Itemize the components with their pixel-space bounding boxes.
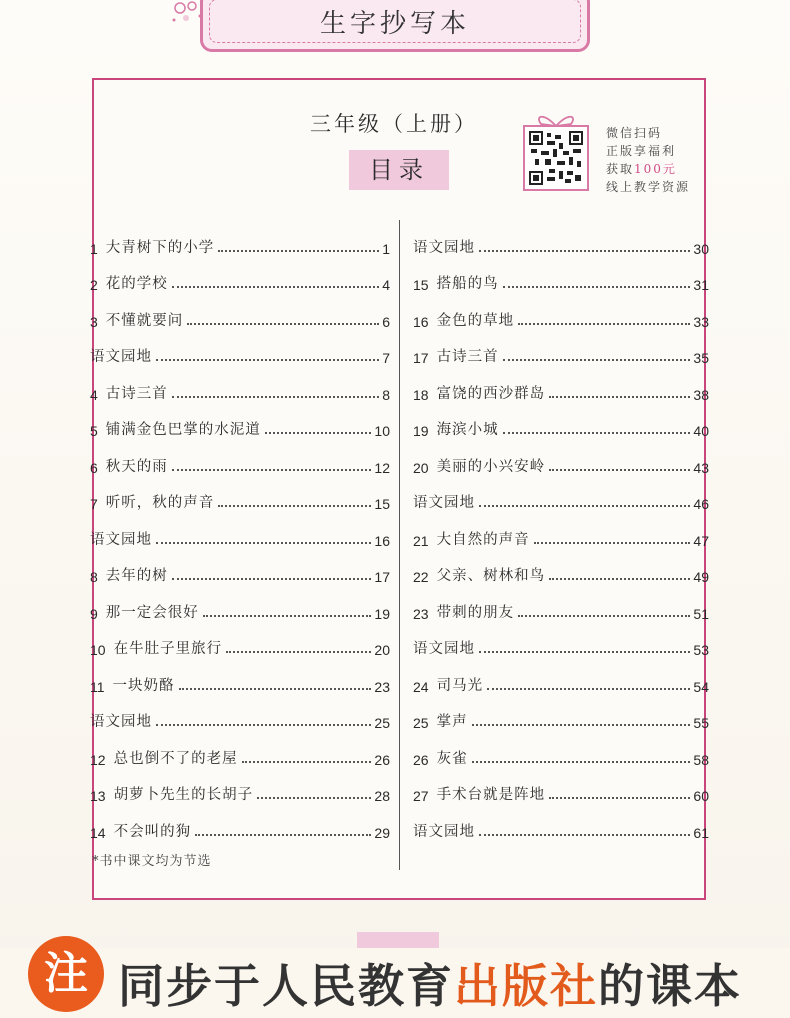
- toc-leader-dots: [549, 577, 690, 580]
- toc-leader-dots: [518, 614, 690, 617]
- toc-entry-number: 21: [413, 532, 429, 549]
- toc-leader-dots: [172, 468, 372, 471]
- toc-right-column: [413, 220, 709, 841]
- toc-left-column: [90, 220, 390, 841]
- toc-leader-dots: [479, 650, 690, 653]
- toc-entry[interactable]: [90, 330, 390, 367]
- toc-entry-page: 30: [693, 240, 709, 257]
- toc-leader-dots: [257, 796, 371, 799]
- toc-entry-label: 灰雀: [436, 750, 468, 767]
- toc-leader-dots: [479, 249, 690, 252]
- note-badge: 注: [28, 936, 104, 1012]
- toc-entry[interactable]: [90, 804, 390, 841]
- toc-leader-dots: [156, 541, 371, 544]
- toc-entry[interactable]: [90, 622, 390, 659]
- toc-leader-dots: [179, 687, 372, 690]
- note-text: [118, 950, 742, 1016]
- toc-entry[interactable]: [90, 658, 390, 695]
- toc-entry[interactable]: [90, 403, 390, 440]
- toc-entry-page: 26: [374, 751, 390, 768]
- toc-entry-page: 31: [693, 277, 709, 293]
- toc-entry-page: 40: [693, 423, 709, 439]
- toc-entry-number: 1: [90, 240, 98, 257]
- toc-entry-number: 9: [90, 605, 98, 622]
- toc-entry[interactable]: [413, 804, 709, 841]
- title-banner: [200, 0, 590, 52]
- toc-entry-page: 20: [374, 642, 390, 658]
- toc-entry-label: 大青树下的小学: [105, 239, 215, 256]
- toc-leader-dots: [479, 504, 690, 507]
- toc-entry-page: 15: [374, 496, 390, 512]
- toc-entry-number: 7: [90, 496, 98, 512]
- toc-entry[interactable]: [90, 476, 390, 513]
- toc-entry-number: 20: [413, 459, 429, 476]
- toc-leader-dots: [187, 322, 379, 325]
- toc-leader-dots: [534, 541, 691, 544]
- toc-entry-page: 33: [693, 313, 709, 330]
- toc-entry-label: 父亲、树林和鸟: [436, 568, 546, 584]
- toc-leader-dots: [265, 431, 372, 434]
- toc-entry-page: 19: [374, 605, 390, 622]
- toc-leader-dots: [226, 650, 371, 653]
- toc-entry-number: 4: [90, 386, 98, 403]
- toc-leader-dots: [203, 614, 372, 617]
- toc-entry[interactable]: [90, 768, 390, 805]
- toc-entry-page: 55: [693, 715, 709, 731]
- toc-entry-number: 12: [90, 751, 106, 768]
- toc-entry-number: 16: [413, 313, 429, 330]
- toc-entry-page: 8: [382, 386, 390, 403]
- toc-entry[interactable]: [413, 330, 709, 367]
- toc-entry-page: 7: [382, 350, 390, 366]
- note-text-c: 的课本: [598, 959, 742, 1013]
- toc-entry[interactable]: [90, 695, 390, 732]
- toc-entry-number: 3: [90, 313, 98, 330]
- toc-leader-dots: [472, 723, 691, 726]
- toc-entry[interactable]: [413, 512, 709, 549]
- toc-entry-page: 17: [374, 569, 390, 585]
- toc-entry[interactable]: [413, 549, 709, 586]
- toc-entry[interactable]: [90, 439, 390, 476]
- toc-entry[interactable]: [413, 439, 709, 476]
- toc-entry-label: 那一定会很好: [105, 604, 199, 621]
- toc-entry-label: 铺满金色巴掌的水泥道: [105, 422, 261, 438]
- toc-entry-number: 26: [413, 751, 429, 768]
- toc-entry-label: 带刺的朋友: [436, 604, 515, 621]
- toc-entry-page: 12: [374, 459, 390, 476]
- toc-entry-page: 61: [693, 824, 709, 841]
- toc-leader-dots: [549, 395, 690, 398]
- toc-entry-label: 不懂就要问: [105, 312, 184, 329]
- toc-entry-label: 美丽的小兴安岭: [436, 458, 546, 475]
- toc-entry[interactable]: [413, 366, 709, 403]
- toc-entry[interactable]: [90, 549, 390, 586]
- toc-leader-dots: [156, 358, 379, 361]
- toc-entry-label: 语文园地: [413, 495, 475, 511]
- toc-entry-label: 不会叫的狗: [113, 823, 192, 840]
- toc-entry-label: 海滨小城: [436, 422, 499, 438]
- toc-leader-dots: [218, 504, 371, 507]
- toc-entry-label: 司马光: [436, 677, 484, 694]
- toc-entry-number: 22: [413, 569, 429, 585]
- toc-entry-page: 46: [693, 496, 709, 512]
- toc-entry[interactable]: [413, 257, 709, 294]
- toc-entry-page: 43: [693, 459, 709, 476]
- toc-entry-page: 60: [693, 788, 709, 804]
- toc-entry-number: 8: [90, 569, 98, 585]
- qr-promo-text: [606, 124, 690, 196]
- toc-entry-page: 25: [374, 715, 390, 731]
- toc-entry-label: 金色的草地: [436, 312, 515, 329]
- toc-entry[interactable]: [413, 585, 709, 622]
- toc-entry-number: 2: [90, 277, 98, 293]
- toc-entry[interactable]: [90, 257, 390, 294]
- toc-entry-page: 1: [382, 240, 390, 257]
- toc-entry-label: 古诗三首: [436, 349, 499, 365]
- toc-leader-dots: [503, 431, 691, 434]
- toc-entry-page: 38: [693, 386, 709, 403]
- toc-entry[interactable]: [413, 695, 709, 732]
- toc-entry-number: 14: [90, 824, 106, 841]
- toc-leader-dots: [195, 833, 371, 836]
- toc-entry[interactable]: [413, 658, 709, 695]
- toc-entry-label: 搭船的鸟: [436, 276, 499, 292]
- toc-entry-page: 10: [374, 423, 390, 439]
- toc-entry[interactable]: [413, 731, 709, 768]
- toc-entry[interactable]: [413, 220, 709, 257]
- toc-entry-number: 6: [90, 459, 98, 476]
- toc-entry[interactable]: [90, 512, 390, 549]
- toc-entry-page: 49: [693, 569, 709, 585]
- toc-entry-label: 秋天的雨: [105, 458, 168, 475]
- toc-leader-dots: [172, 285, 379, 288]
- toc-leader-dots: [518, 322, 690, 325]
- toc-entry[interactable]: [90, 293, 390, 330]
- toc-entry-page: 16: [374, 532, 390, 549]
- grade-label: 三年级（上册）: [310, 112, 478, 136]
- toc-entry-page: 6: [382, 313, 390, 330]
- toc-leader-dots: [172, 577, 372, 580]
- toc-entry[interactable]: [90, 731, 390, 768]
- toc-entry-number: 27: [413, 788, 429, 804]
- toc-entry-label: 总也倒不了的老屋: [113, 750, 238, 767]
- toc-leader-dots: [479, 833, 690, 836]
- toc-entry[interactable]: [90, 366, 390, 403]
- toc-entry-page: 23: [374, 678, 390, 695]
- toc-entry-number: 11: [90, 678, 105, 695]
- toc-entry-label: 听听，秋的声音: [105, 495, 215, 511]
- toc-entry-label: 一块奶酪: [112, 677, 175, 694]
- toc-entry-label: 语文园地: [413, 239, 475, 256]
- toc-entry-number: 10: [90, 642, 106, 658]
- banner-title: 生字抄写本: [319, 9, 470, 39]
- toc-entry-label: 古诗三首: [105, 385, 168, 402]
- toc-entry-label: 语文园地: [90, 714, 152, 730]
- toc-entry[interactable]: [413, 768, 709, 805]
- toc-entry-number: 19: [413, 423, 429, 439]
- toc-entry[interactable]: [413, 476, 709, 513]
- toc-entry-page: 47: [693, 532, 709, 549]
- qr-line-4: 线上教学资源: [606, 180, 691, 194]
- toc-entry-page: 58: [693, 751, 709, 768]
- footnote: *书中课文均为节选: [92, 854, 212, 869]
- qr-line-3-a: 获取: [606, 162, 635, 176]
- toc-entry-label: 花的学校: [105, 276, 168, 292]
- toc-entry-label: 大自然的声音: [436, 531, 530, 548]
- toc-leader-dots: [503, 285, 691, 288]
- qr-line-1: 微信扫码: [606, 126, 663, 140]
- toc-entry[interactable]: [90, 585, 390, 622]
- toc-leader-dots: [549, 796, 690, 799]
- toc-entry-label: 在牛肚子里旅行: [113, 641, 223, 657]
- toc-entry-page: 35: [693, 350, 709, 366]
- toc-entry-page: 54: [693, 678, 709, 695]
- toc-entry-page: 4: [382, 277, 390, 293]
- toc-entry-number: 5: [90, 423, 98, 439]
- toc-leader-dots: [242, 760, 372, 763]
- toc-leader-dots: [503, 358, 691, 361]
- note-text-b: 出版社: [454, 959, 598, 1013]
- toc-entry-number: 13: [90, 788, 106, 804]
- toc-entry-number: 24: [413, 678, 429, 695]
- toc-entry-label: 语文园地: [413, 823, 475, 840]
- toc-leader-dots: [172, 395, 379, 398]
- toc-leader-dots: [156, 723, 371, 726]
- toc-entry-page: 29: [374, 824, 390, 841]
- toc-entry-number: 15: [413, 277, 429, 293]
- toc-entry-page: 53: [693, 642, 709, 658]
- toc-entry-page: 28: [374, 788, 390, 804]
- toc-entry[interactable]: [90, 220, 390, 257]
- toc-entry-number: 23: [413, 605, 429, 622]
- toc-entry[interactable]: [413, 622, 709, 659]
- qr-line-2: 正版享福利: [606, 144, 677, 158]
- toc-entry-label: 去年的树: [105, 568, 168, 584]
- toc-entry-number: 17: [413, 350, 429, 366]
- toc-entry-label: 语文园地: [90, 349, 152, 365]
- qr-code[interactable]: [523, 125, 589, 191]
- toc-leader-dots: [487, 687, 690, 690]
- qr-line-3: [606, 160, 690, 178]
- toc-entry-label: 掌声: [436, 714, 468, 730]
- toc-entry[interactable]: [413, 403, 709, 440]
- toc-leader-dots: [472, 760, 691, 763]
- column-divider: [399, 220, 400, 870]
- qr-line-3-b: 100元: [634, 162, 677, 176]
- note-text-a: 同步于人民教育: [118, 959, 454, 1013]
- toc-leader-dots: [218, 249, 379, 252]
- toc-entry-label: 胡萝卜先生的长胡子: [113, 787, 254, 803]
- toc-title: 目录: [349, 150, 449, 190]
- toc-leader-dots: [549, 468, 690, 471]
- toc-entry[interactable]: [413, 293, 709, 330]
- toc-entry-number: 25: [413, 715, 429, 731]
- toc-entry-label: 语文园地: [90, 531, 152, 548]
- toc-entry-label: 手术台就是阵地: [436, 787, 546, 803]
- qr-code-icon: [529, 131, 583, 185]
- toc-entry-label: 富饶的西沙群岛: [436, 385, 546, 402]
- toc-entry-page: 51: [693, 605, 709, 622]
- toc-entry-number: 18: [413, 386, 429, 403]
- toc-entry-label: 语文园地: [413, 641, 475, 657]
